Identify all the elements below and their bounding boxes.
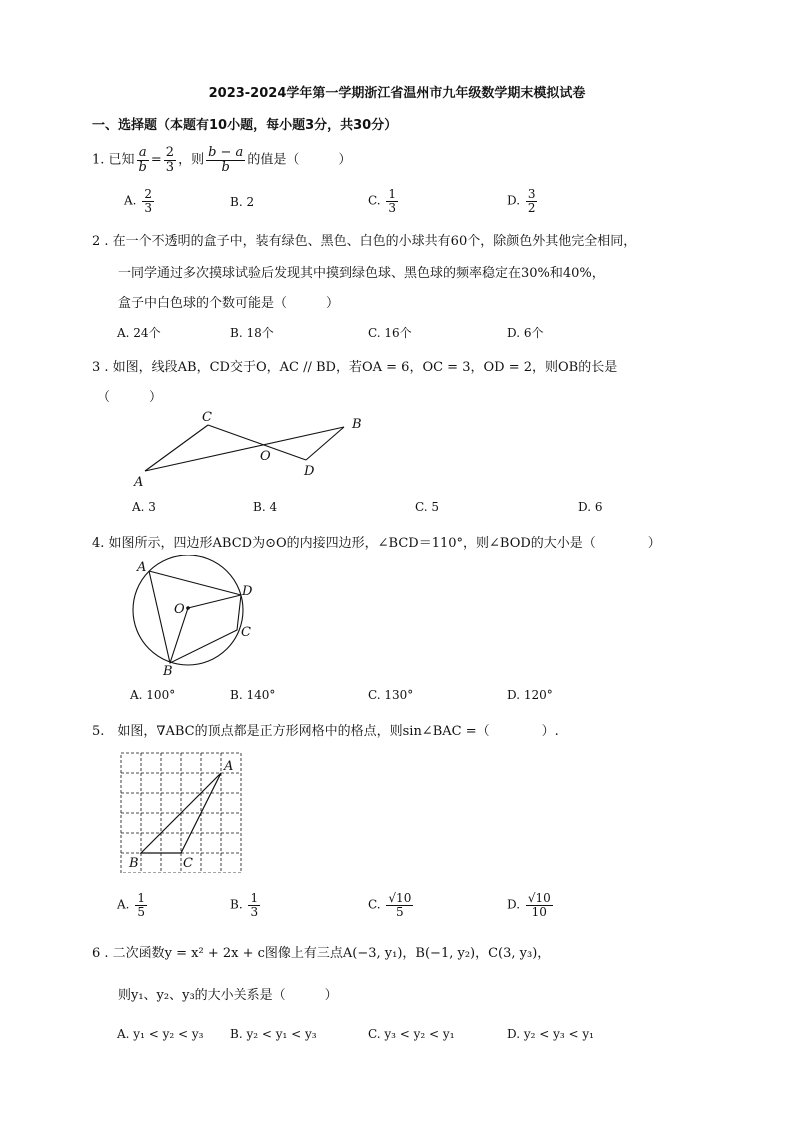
q3-option-d[interactable]: D. 6 bbox=[578, 500, 603, 514]
section-heading: 一、选择题（本题有10小题，每小题3分，共30分） bbox=[92, 118, 398, 133]
q5-label-c: C bbox=[183, 856, 193, 871]
q2-line-2: 一同学通过多次摸球试验后发现其中摸到绿色球、黑色球的频率稳定在30%和40%， bbox=[118, 266, 605, 281]
q4-option-c[interactable]: C. 130° bbox=[368, 688, 414, 702]
q1-tail: 的值是（ ） bbox=[247, 152, 352, 168]
q1-fraction-2-3 bbox=[164, 146, 176, 174]
q5-grid-figure bbox=[115, 748, 250, 873]
q2-option-a[interactable]: A. 24个 bbox=[117, 326, 161, 340]
q4-option-b[interactable]: B. 140° bbox=[230, 688, 276, 702]
q5-label-a: A bbox=[224, 759, 234, 774]
q2-line-3: 盒子中白色球的个数可能是（ ） bbox=[118, 296, 340, 311]
q5-optA-num: 1 bbox=[137, 891, 145, 905]
q1-f3-numerator: b − a bbox=[208, 145, 244, 160]
q3-label-a: A bbox=[134, 475, 144, 490]
q4-label-d: D bbox=[242, 584, 253, 599]
q1-option-b[interactable]: B. 2 bbox=[230, 195, 255, 209]
q4-line-1: 4. 如图所示，四边形ABCD为⊙O的内接四边形，∠BCD＝110°，则∠BOD的大小是（ ） bbox=[92, 536, 661, 551]
q1-optD-den: 2 bbox=[527, 200, 536, 215]
q5-option-a-label: A. bbox=[117, 897, 130, 912]
q5-option-c-label: C. bbox=[368, 897, 381, 912]
q3-option-c[interactable]: C. 5 bbox=[415, 500, 440, 514]
q5-option-c-fraction bbox=[386, 892, 413, 918]
q5-optA-den: 5 bbox=[137, 904, 145, 919]
q5-optD-num: √10 bbox=[527, 891, 551, 905]
q5-option-d-label: D. bbox=[507, 897, 521, 912]
q1-optC-num: 1 bbox=[388, 187, 397, 201]
q3-label-o: O bbox=[260, 449, 271, 464]
q6-option-c[interactable]: C. y₃ < y₂ < y₁ bbox=[368, 1027, 455, 1041]
q1-fraction-a-b bbox=[137, 146, 149, 174]
question-1 bbox=[92, 146, 351, 174]
q2-option-c[interactable]: C. 16个 bbox=[368, 326, 412, 340]
q3-figure bbox=[130, 405, 380, 490]
q4-label-c: C bbox=[241, 625, 251, 640]
q1-option-d-label: D. bbox=[507, 193, 521, 208]
q1-mid: ，则 bbox=[178, 152, 205, 168]
q5-option-d-fraction bbox=[526, 892, 553, 918]
q1-option-c-fraction bbox=[386, 188, 398, 214]
q5-label-b: B bbox=[129, 856, 139, 871]
q6-line-1: 6 . 二次函数y = x² + 2x + c图像上有三点A(−3, y₁)，B(−1, y₂)，C(3, y₃)， bbox=[92, 946, 551, 961]
q5-line-1: 5. 如图，∇ABC的顶点都是正方形网格中的格点，则sin∠BAC =（ ）. bbox=[92, 724, 559, 739]
q5-option-a-fraction bbox=[135, 892, 147, 918]
q3-segment-bd bbox=[306, 427, 344, 460]
q4-label-b: B bbox=[163, 664, 173, 679]
q5-optB-den: 3 bbox=[250, 904, 259, 919]
q1-f3-denominator: b bbox=[221, 159, 230, 175]
q1-option-c[interactable] bbox=[368, 188, 400, 214]
q1-f2-numerator: 2 bbox=[165, 145, 175, 160]
q3-option-a[interactable]: A. 3 bbox=[132, 500, 156, 514]
q4-label-o: O bbox=[174, 602, 185, 617]
q5-optB-num: 1 bbox=[250, 891, 259, 905]
q1-option-c-label: C. bbox=[368, 193, 381, 208]
q1-option-d[interactable] bbox=[507, 188, 539, 214]
q3-line-2: （ ） bbox=[97, 390, 163, 405]
q4-figure bbox=[125, 555, 265, 680]
q5-option-b-label: B. bbox=[230, 897, 243, 912]
q4-center-point bbox=[186, 606, 190, 610]
q3-label-c: C bbox=[202, 410, 212, 425]
q1-option-a-label: A. bbox=[124, 193, 137, 208]
q6-option-a[interactable]: A. y₁ < y₂ < y₃ bbox=[117, 1027, 204, 1041]
q4-option-a[interactable]: A. 100° bbox=[130, 688, 176, 702]
q5-option-d[interactable] bbox=[507, 892, 555, 918]
q5-option-c[interactable] bbox=[368, 892, 415, 918]
q1-lead: 1. 已知 bbox=[92, 152, 135, 168]
q5-option-a[interactable] bbox=[117, 892, 149, 918]
q1-option-a[interactable] bbox=[124, 188, 156, 214]
q3-option-b[interactable]: B. 4 bbox=[253, 500, 278, 514]
q2-option-d[interactable]: D. 6个 bbox=[507, 326, 544, 340]
q1-f1-denominator: b bbox=[138, 159, 147, 175]
q1-option-a-fraction bbox=[142, 188, 154, 214]
q5-option-b-fraction bbox=[248, 892, 260, 918]
q1-optA-num: 2 bbox=[144, 187, 152, 201]
q4-label-a: A bbox=[137, 560, 147, 575]
q5-optC-den: 5 bbox=[396, 904, 404, 919]
q4-option-d[interactable]: D. 120° bbox=[507, 688, 553, 702]
q3-label-d: D bbox=[304, 464, 315, 479]
q4-radius-od bbox=[188, 595, 241, 608]
q1-fraction-expression bbox=[206, 146, 245, 174]
q1-optC-den: 3 bbox=[388, 200, 397, 215]
q6-line-2: 则y₁、y₂、y₃的大小关系是（ ） bbox=[118, 988, 338, 1003]
q1-optA-den: 3 bbox=[144, 200, 152, 215]
q5-optC-num: √10 bbox=[388, 891, 412, 905]
exam-title: 2023-2024学年第一学期浙江省温州市九年级数学期末模拟试卷 bbox=[208, 86, 586, 101]
q6-option-b[interactable]: B. y₂ < y₁ < y₃ bbox=[230, 1027, 317, 1041]
q3-segment-cd bbox=[208, 425, 306, 460]
q2-option-b[interactable]: B. 18个 bbox=[230, 326, 274, 340]
q6-option-d[interactable]: D. y₂ < y₃ < y₁ bbox=[507, 1027, 594, 1041]
q3-line-1: 3 . 如图，线段AB，CD交于O，AC // BD，若OA = 6，OC = 3，OD = 2，则OB的长是 bbox=[92, 360, 618, 375]
q3-label-b: B bbox=[352, 417, 362, 432]
q1-option-d-fraction bbox=[526, 188, 538, 214]
q1-f2-denominator: 3 bbox=[165, 159, 175, 175]
q1-optD-num: 3 bbox=[527, 187, 536, 201]
q2-line-1: 2 . 在一个不透明的盒子中，装有绿色、黑色、白色的小球共有60个，除颜色外其他完全相同， bbox=[92, 234, 637, 249]
q5-optD-den: 10 bbox=[531, 904, 547, 919]
q1-equals: = bbox=[150, 152, 162, 168]
q1-f1-numerator: a bbox=[137, 146, 149, 161]
q5-option-b[interactable] bbox=[230, 892, 262, 918]
